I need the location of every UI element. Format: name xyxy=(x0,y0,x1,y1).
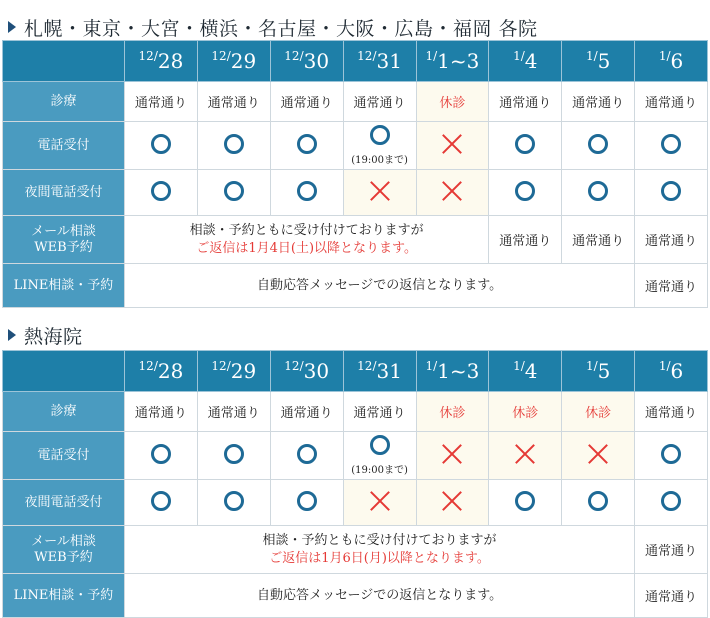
circle-icon xyxy=(588,181,608,201)
date-header: $^{12/}$28 xyxy=(125,41,198,82)
status-cell xyxy=(489,480,562,526)
row-mail-web xyxy=(3,216,708,264)
circle-icon xyxy=(151,134,171,154)
status-cell xyxy=(270,480,343,526)
row-line xyxy=(3,574,708,618)
date-header: $^{1/}$1~3 xyxy=(416,351,489,392)
circle-icon xyxy=(224,491,244,511)
row-mail-web xyxy=(3,526,708,574)
status-cell xyxy=(197,432,270,480)
circle-icon xyxy=(224,181,244,201)
status-cell: 通常通り xyxy=(635,526,708,574)
row-label-mail-web: メール相談 WEB予約 xyxy=(3,216,125,264)
status-cell xyxy=(125,122,198,170)
line-message: 自動応答メッセージでの返信となります。 xyxy=(125,574,635,618)
status-cell xyxy=(125,480,198,526)
date-header: $^{12/}$30 xyxy=(270,41,343,82)
header-corner xyxy=(3,351,125,392)
status-cell xyxy=(270,122,343,170)
triangle-bullet-icon xyxy=(8,329,16,341)
circle-icon xyxy=(661,491,681,511)
status-cell xyxy=(489,170,562,216)
section-title-main-clinics xyxy=(8,15,538,39)
status-cell: 通常通り xyxy=(125,82,198,122)
circle-icon xyxy=(661,181,681,201)
status-cell xyxy=(635,170,708,216)
status-cell xyxy=(270,432,343,480)
status-cell: 通常通り xyxy=(562,216,635,264)
status-cell xyxy=(635,480,708,526)
circle-icon xyxy=(151,491,171,511)
status-cell xyxy=(635,432,708,480)
date-header: $^{1/}$1~3 xyxy=(416,41,489,82)
cross-icon xyxy=(515,444,535,464)
row-denwa xyxy=(3,122,708,170)
circle-icon xyxy=(297,181,317,201)
schedule-table-main-clinics xyxy=(2,40,708,308)
status-cell-closed: 休診 xyxy=(489,392,562,432)
date-header: $^{12/}$31 xyxy=(343,351,416,392)
date-header-row xyxy=(3,41,708,82)
circle-icon xyxy=(224,444,244,464)
status-cell xyxy=(197,480,270,526)
circle-icon xyxy=(151,181,171,201)
status-cell xyxy=(562,170,635,216)
row-shinryo xyxy=(3,82,708,122)
section-title-atami xyxy=(8,323,83,347)
header-corner xyxy=(3,41,125,82)
status-cell xyxy=(270,170,343,216)
circle-icon xyxy=(370,435,390,455)
status-cell: 通常通り xyxy=(270,82,343,122)
status-cell xyxy=(125,432,198,480)
circle-icon xyxy=(588,134,608,154)
cross-icon xyxy=(442,444,462,464)
hours-note: (19:00まで) xyxy=(351,465,408,476)
status-cell: 通常通り xyxy=(635,264,708,308)
triangle-bullet-icon xyxy=(8,21,16,33)
status-cell-closed xyxy=(416,480,489,526)
mail-message: 相談・予約ともに受け付けておりますが ご返信は1月4日(土)以降となります。 xyxy=(125,216,489,264)
status-cell xyxy=(125,170,198,216)
circle-icon xyxy=(297,444,317,464)
date-header: $^{1/}$5 xyxy=(562,351,635,392)
status-cell: 通常通り xyxy=(197,82,270,122)
row-label-denwa: 電話受付 xyxy=(3,432,125,480)
date-header: $^{1/}$4 xyxy=(489,351,562,392)
date-header: $^{12/}$29 xyxy=(197,41,270,82)
status-cell: 通常通り xyxy=(635,392,708,432)
status-cell: 通常通り xyxy=(343,82,416,122)
status-cell-closed xyxy=(416,122,489,170)
status-cell: 通常通り xyxy=(635,216,708,264)
cross-icon xyxy=(370,491,390,511)
section-title-text: 札幌・東京・大宮・横浜・名古屋・大阪・広島・福岡 各院 xyxy=(24,17,538,40)
circle-icon xyxy=(515,134,535,154)
date-header: $^{12/}$30 xyxy=(270,351,343,392)
cross-icon xyxy=(370,181,390,201)
date-header: $^{12/}$31 xyxy=(343,41,416,82)
status-cell: 通常通り xyxy=(343,392,416,432)
status-cell: 通常通り xyxy=(635,82,708,122)
status-cell: 通常通り xyxy=(489,82,562,122)
status-cell: 通常通り xyxy=(489,216,562,264)
cross-icon xyxy=(442,134,462,154)
status-cell: 通常通り xyxy=(125,392,198,432)
circle-icon xyxy=(297,134,317,154)
status-cell xyxy=(635,122,708,170)
row-label-denwa: 電話受付 xyxy=(3,122,125,170)
date-header: $^{1/}$5 xyxy=(562,41,635,82)
cross-icon xyxy=(442,491,462,511)
status-cell xyxy=(197,170,270,216)
status-cell xyxy=(562,480,635,526)
status-cell xyxy=(489,122,562,170)
circle-icon xyxy=(224,134,244,154)
status-cell-closed xyxy=(489,432,562,480)
status-cell: 通常通り xyxy=(197,392,270,432)
schedule-table-atami xyxy=(2,350,708,618)
circle-icon xyxy=(515,491,535,511)
status-cell-closed xyxy=(416,170,489,216)
hours-note: (19:00まで) xyxy=(351,155,408,166)
status-cell xyxy=(197,122,270,170)
circle-icon xyxy=(588,491,608,511)
status-cell xyxy=(343,432,416,480)
status-cell-closed: 休診 xyxy=(416,82,489,122)
status-cell-closed xyxy=(416,432,489,480)
circle-icon xyxy=(515,181,535,201)
date-header: $^{1/}$6 xyxy=(635,41,708,82)
section-title-text: 熱海院 xyxy=(24,325,83,348)
status-cell-closed: 休診 xyxy=(562,392,635,432)
status-cell: 通常通り xyxy=(635,574,708,618)
mail-message: 相談・予約ともに受け付けておりますが ご返信は1月6日(月)以降となります。 xyxy=(125,526,635,574)
row-label-shinryo: 診療 xyxy=(3,82,125,122)
circle-icon xyxy=(297,491,317,511)
status-cell xyxy=(343,122,416,170)
row-yakan xyxy=(3,480,708,526)
date-header: $^{1/}$4 xyxy=(489,41,562,82)
circle-icon xyxy=(370,125,390,145)
status-cell-closed xyxy=(343,170,416,216)
row-label-shinryo: 診療 xyxy=(3,392,125,432)
status-cell: 通常通り xyxy=(270,392,343,432)
row-yakan xyxy=(3,170,708,216)
row-denwa xyxy=(3,432,708,480)
status-cell-closed xyxy=(562,432,635,480)
circle-icon xyxy=(151,444,171,464)
status-cell: 通常通り xyxy=(562,82,635,122)
cross-icon xyxy=(442,181,462,201)
status-cell-closed: 休診 xyxy=(416,392,489,432)
circle-icon xyxy=(661,134,681,154)
line-message: 自動応答メッセージでの返信となります。 xyxy=(125,264,635,308)
status-cell xyxy=(562,122,635,170)
circle-icon xyxy=(661,444,681,464)
row-label-mail-web: メール相談 WEB予約 xyxy=(3,526,125,574)
row-label-line: LINE相談・予約 xyxy=(3,264,125,308)
cross-icon xyxy=(588,444,608,464)
date-header: $^{12/}$29 xyxy=(197,351,270,392)
row-line xyxy=(3,264,708,308)
row-label-yakan: 夜間電話受付 xyxy=(3,170,125,216)
date-header-row xyxy=(3,351,708,392)
status-cell-closed xyxy=(343,480,416,526)
row-label-line: LINE相談・予約 xyxy=(3,574,125,618)
date-header: $^{1/}$6 xyxy=(635,351,708,392)
row-label-yakan: 夜間電話受付 xyxy=(3,480,125,526)
date-header: $^{12/}$28 xyxy=(125,351,198,392)
row-shinryo xyxy=(3,392,708,432)
